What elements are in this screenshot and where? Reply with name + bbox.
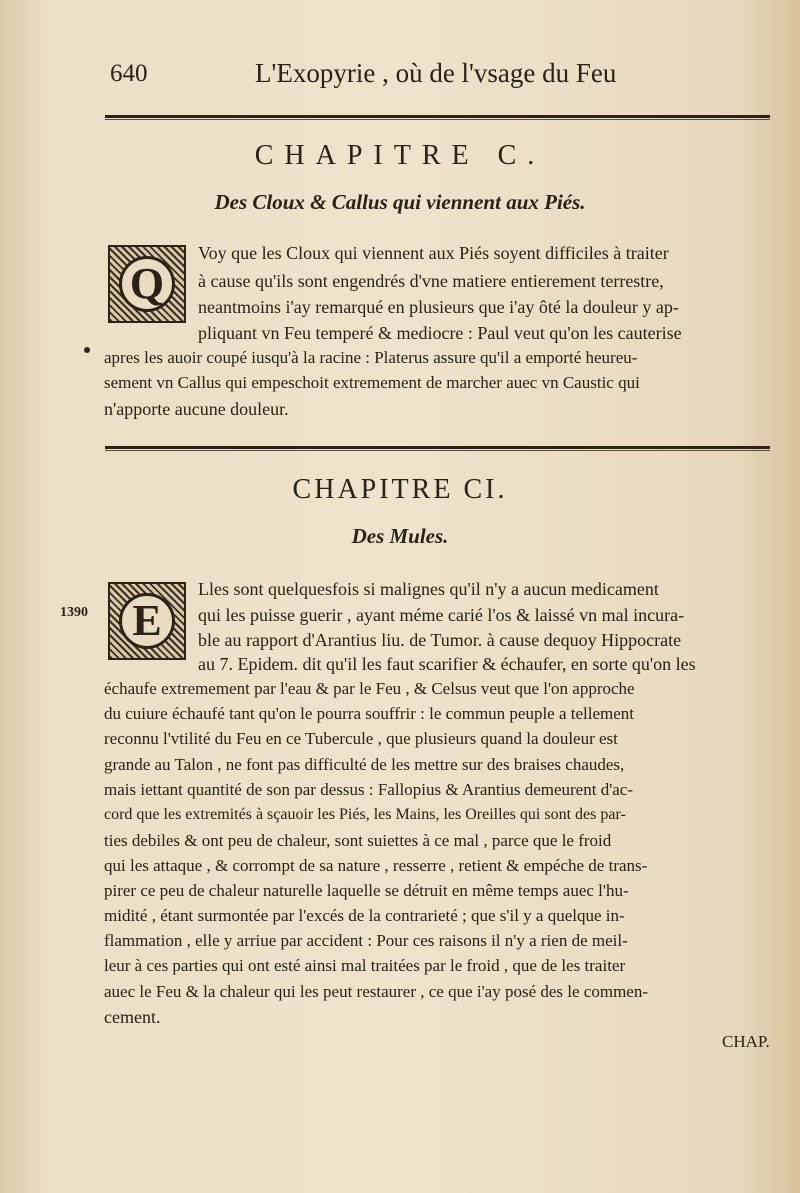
chapter-ci-line: mais iettant quantité de son par dessus : Fallopius & Arantius demeurent d'ac- (104, 780, 634, 799)
chapter-ci-line: cement. (104, 1007, 161, 1027)
dropcap-ornament (108, 582, 186, 660)
chapter-c-line: neantmoins i'ay remarqué en plusieurs que i'ay ôté la douleur y ap- (198, 297, 679, 317)
chapter-ci-line: du cuiure échaufé tant qu'on le pourra souffrir : le commun peuple a tellement (104, 704, 635, 723)
chapter-ci-line: qui les puisse guerir , ayant méme carié l'os & laissé vn mal incura- (198, 605, 685, 625)
chapter-ci-line: flammation , elle y arriue par accident : Pour ces raisons il n'y a rien de meil- (104, 931, 628, 950)
chapter-c-heading: CHAPITRE C. (254, 140, 546, 171)
chapter-c-line: Voy que les Cloux qui viennent aux Piés soyent difficiles à traiter (198, 243, 669, 263)
page-header (0, 52, 800, 92)
chapter-ci-line: reconnu l'vtilité du Feu en ce Tubercule , que plusieurs quand la douleur est (104, 729, 618, 748)
chapter-ci-line: midité , étant surmontée par l'excés de la contrarieté ; que s'il y a quelque in- (104, 906, 625, 925)
chapter-c-subtitle: Des Cloux & Callus qui viennent aux Piés. (214, 190, 586, 214)
ink-spot (84, 347, 90, 353)
chapter-c-line: n'apporte aucune douleur. (104, 399, 289, 419)
chapter-ci-line: pirer ce peu de chaleur naturelle laquelle se détruit en même temps auec l'hu- (104, 881, 629, 900)
chapter-c-line: pliquant vn Feu temperé & mediocre : Paul veut qu'on les cauterise (198, 323, 682, 343)
chapter-ci-subtitle: Des Mules. (351, 524, 449, 548)
dropcap-letter: E (119, 593, 175, 649)
chapter-divider-rule (105, 446, 770, 451)
chapter-ci-line: ties debiles & ont peu de chaleur, sont suiettes à ce mal , parce que le froid (104, 831, 612, 850)
header-rule (105, 115, 770, 120)
chapter-ci-line: leur à ces parties qui ont esté ainsi mal traitées par le froid , que de les traiter (104, 956, 626, 975)
chapter-c-line: à cause qu'ils sont engendrés d'vne matiere entierement terrestre, (198, 271, 664, 291)
chapter-ci-line: ble au rapport d'Arantius liu. de Tumor. à cause dequoy Hippocrate (198, 630, 682, 650)
chapter-ci-line: Lles sont quelquesfois si malignes qu'il n'y a aucun medicament (198, 579, 659, 599)
chapter-c-line: apres les auoir coupé iusqu'à la racine : Platerus assure qu'il a emporté heureu- (104, 348, 638, 367)
chapter-ci-line: au 7. Epidem. dit qu'il les faut scarifier & échaufer, en sorte qu'on les (198, 654, 696, 674)
running-title: L'Exopyrie , où de l'vsage du Feu (255, 58, 617, 88)
chapter-ci-line: grande au Talon , ne font pas difficulté de les mettre sur des braises chaudes, (104, 755, 625, 774)
chapter-ci-line: auec le Feu & la chaleur qui les peut restaurer , ce que i'ay posé des le commen- (104, 982, 649, 1001)
catchword: CHAP. (722, 1032, 770, 1051)
chapter-c-line: sement vn Callus qui empeschoit extremement de marcher auec vn Caustic qui (104, 373, 640, 392)
chapter-ci-line: qui les attaque , & corrompt de sa nature , resserre , retient & empéche de trans- (104, 856, 648, 875)
chapter-ci-line: cord que les extremités à sçauoir les Piés, les Mains, les Oreilles qui sont des par- (104, 806, 626, 823)
dropcap-ornament (108, 245, 186, 323)
chapter-ci-line: échaufe extremement par l'eau & par le Feu , & Celsus veut que l'on approche (104, 679, 635, 698)
dropcap-letter: Q (119, 256, 175, 312)
page-number: 640 (110, 60, 148, 87)
chapter-ci-heading: CHAPITRE CI. (292, 474, 508, 505)
margin-number: 1390 (60, 605, 88, 620)
